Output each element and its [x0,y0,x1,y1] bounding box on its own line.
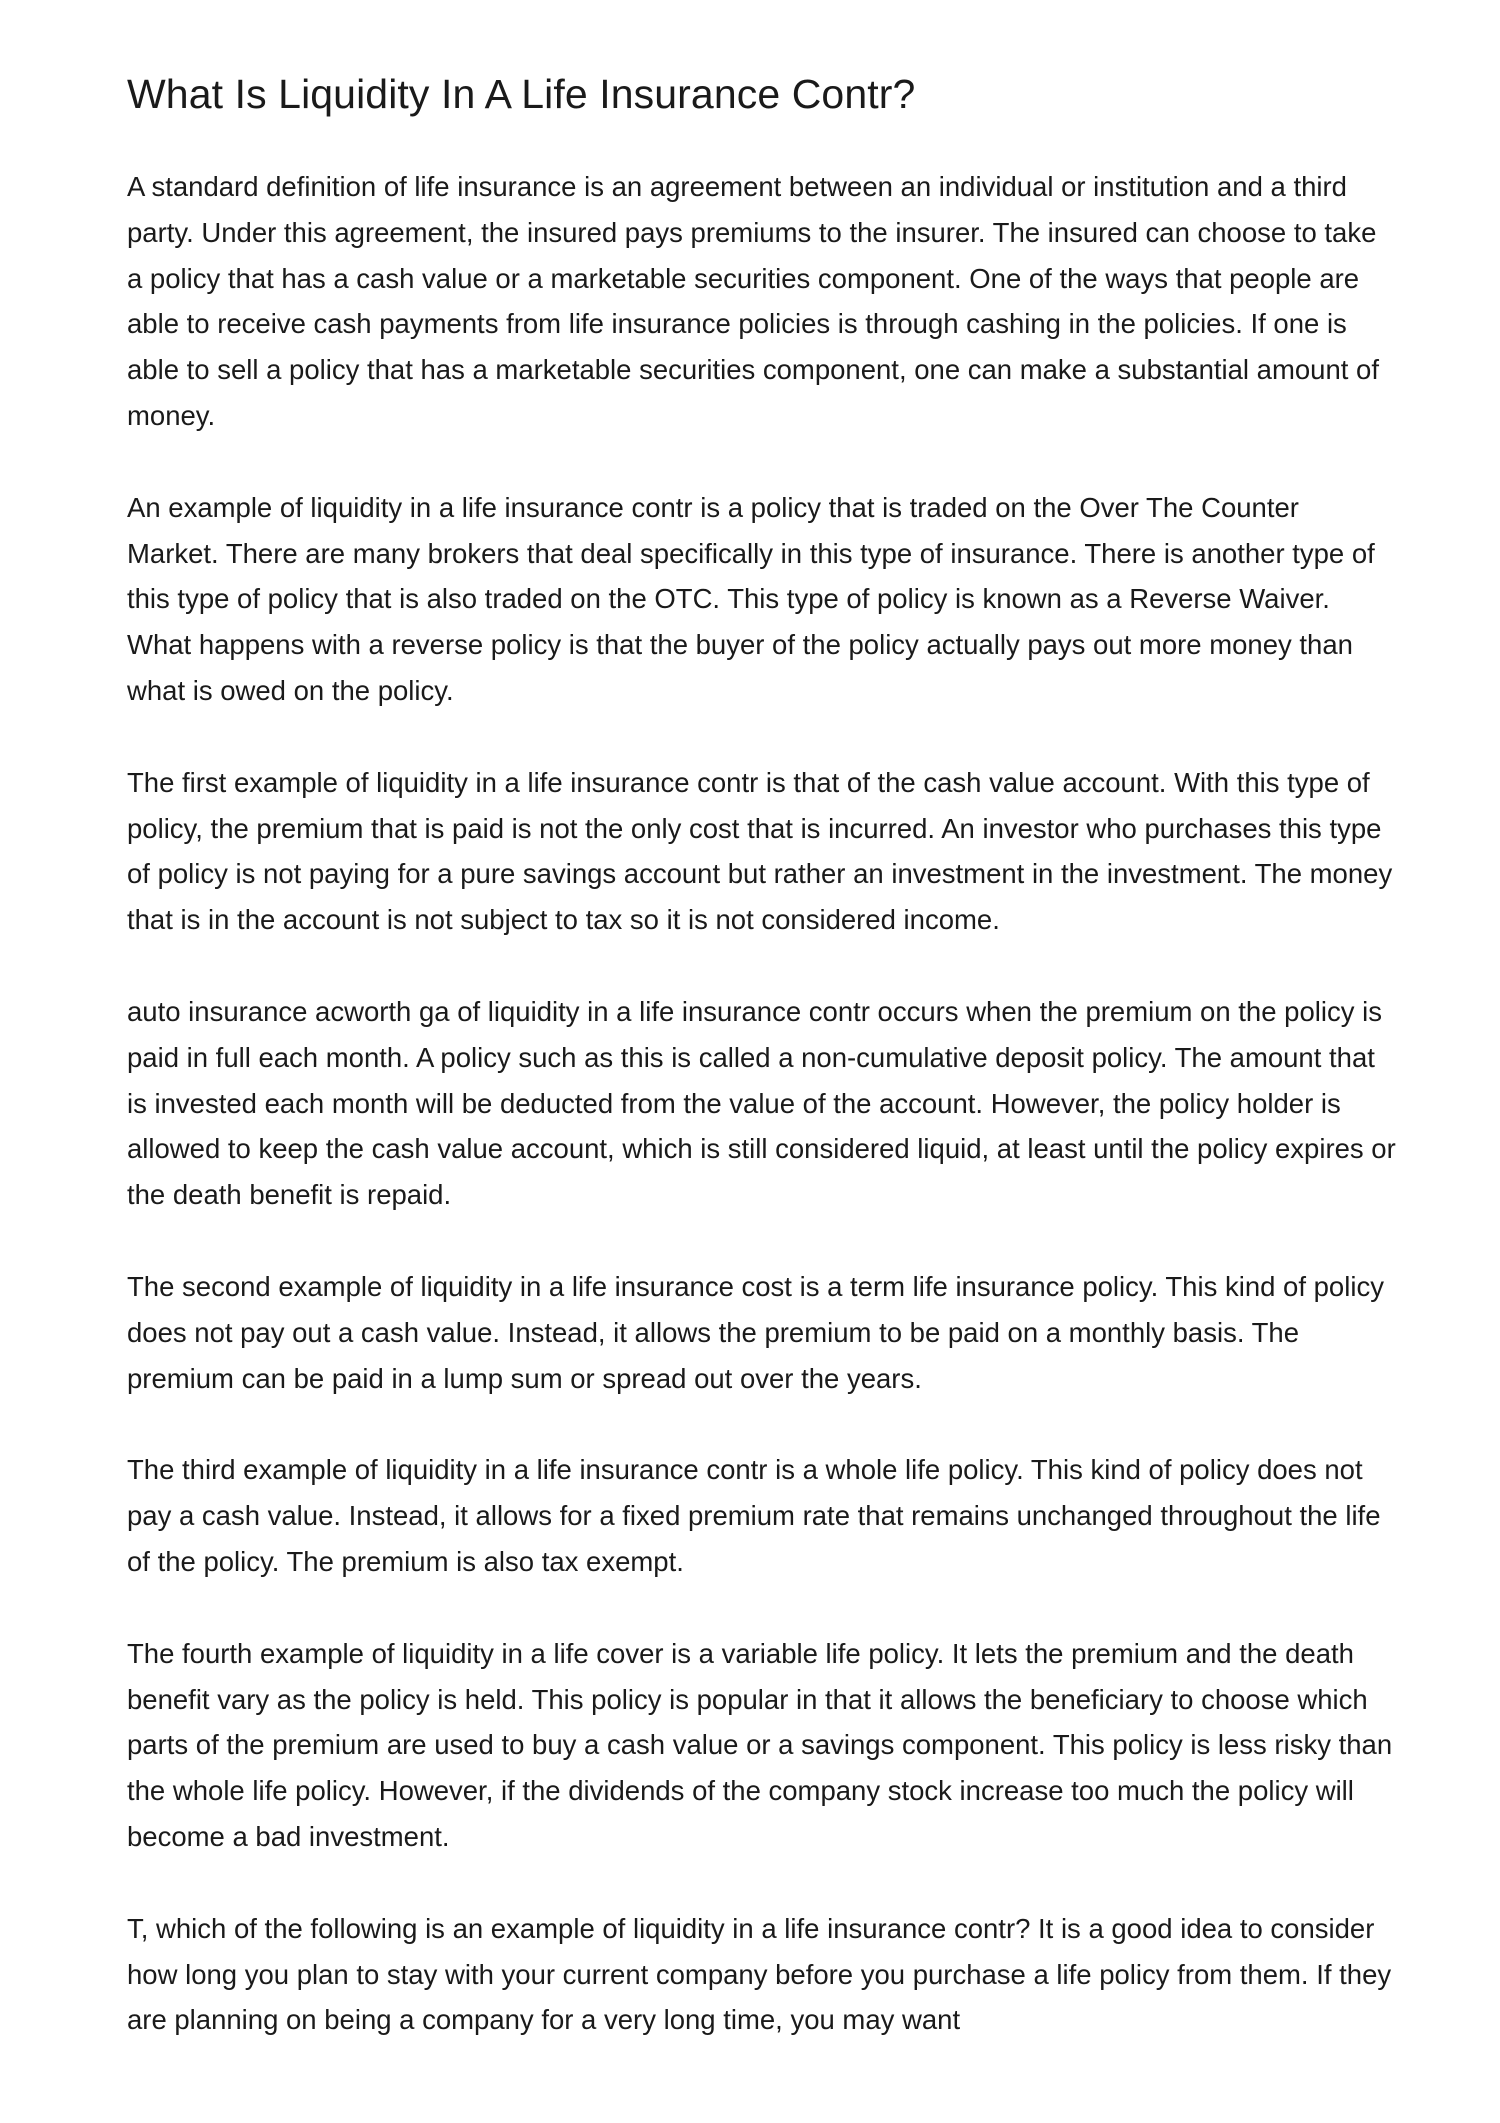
paragraph-4: auto insurance acworth ga of liquidity in a life insurance contr occurs when the premium on the policy is paid in full each month. A policy such as this is called a non-cumulative deposit policy. The amount that is invested each month will be deducted from the value of the account. However, the policy holder is allowed to keep the cash value account, which is still considered liquid, at least until the policy expires or the death benefit is repaid. [127,995,1396,1211]
paragraph-3: The first example of liquidity in a life insurance contr is that of the cash value account. With this type of policy, the premium that is paid is not the only cost that is incurred. An investor who purchases this type of policy is not paying for a pure savings account but rather an investment in the investment. The money that is in the account is not subject to tax so it is not considered income. [127,766,1393,936]
paragraph-6: The third example of liquidity in a life insurance contr is a whole life policy. This kind of policy does not pay a cash value. Instead, it allows for a fixed premium rate that remains unchanged throughout the life of the policy. The premium is also tax exempt. [127,1454,1381,1577]
document-title: What Is Liquidity In A Life Insurance Contr? [127,71,916,117]
document-page [127,58,1397,2089]
paragraph-2: An example of liquidity in a life insurance contr is a policy that is traded on the Over The Counter Market. There are many brokers that deal specifically in this type of insurance. There is another type of this type of policy that is also traded on the OTC. This type of policy is known as a Reverse Waiver. What happens with a reverse policy is that the buyer of the policy actually pays out more money than what is owed on the policy. [127,491,1375,706]
paragraph-1: A standard definition of life insurance is an agreement between an individual or institution and a third party. Under this agreement, the insured pays premiums to the insurer. The insured can choose to take a policy that has a cash value or a marketable securities component. One of the ways that people are able to receive cash payments from life insurance policies is through cashing in the policies. If one is able to sell a policy that has a marketable securities component, one can make a substantial amount of money. [127,171,1379,431]
paragraph-8: T, which of the following is an example of liquidity in a life insurance contr? It is a good idea to consider how long you plan to stay with your current company before you purchase a life policy from them. If they are planning on being a company for a very long time, you may want [127,1912,1392,2036]
paragraph-7: The fourth example of liquidity in a life cover is a variable life policy. It lets the premium and the death benefit vary as the policy is held. This policy is popular in that it allows the beneficiary to choose which parts of the premium are used to buy a cash value or a savings component. This policy is less risky than the whole life policy. However, if the dividends of the company stock increase too much the policy will become a bad investment. [127,1637,1393,1852]
paragraph-5: The second example of liquidity in a life insurance cost is a term life insurance policy. This kind of policy does not pay out a cash value. Instead, it allows the premium to be paid on a monthly basis. The premium can be paid in a lump sum or spread out over the years. [127,1270,1384,1394]
